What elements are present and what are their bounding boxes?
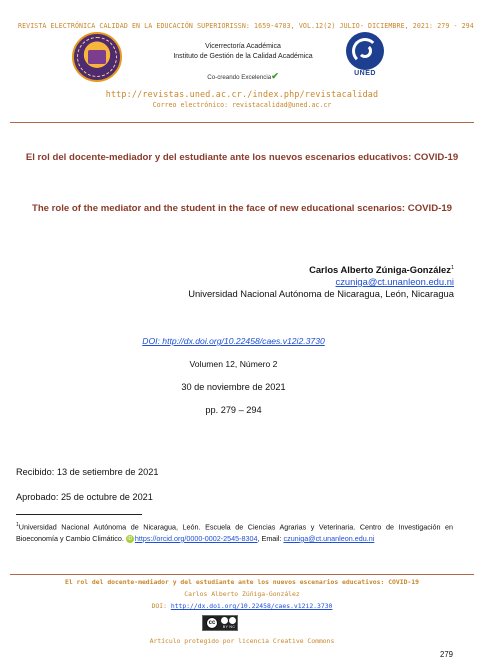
page-number: 279	[439, 650, 453, 659]
author-affiliation: Universidad Nacional Autónoma de Nicaragua, León, Nicaragua	[188, 288, 454, 299]
by-icon	[221, 617, 228, 624]
received-date: Recibido: 13 de setiembre de 2021	[16, 467, 159, 477]
footer-divider	[10, 574, 474, 575]
footnote	[16, 520, 453, 544]
journal-email[interactable]: Correo electrónico: revistacalidad@uned.ac.cr	[152, 101, 332, 109]
journal-url[interactable]: http://revistas.uned.ac.cr./index.php/revistacalidad	[105, 89, 379, 99]
doi-link[interactable]: DOI: http://dx.doi.org/10.22458/caes.v12i2.3730	[142, 336, 325, 346]
footnote-email-link[interactable]: czuniga@ct.unanleon.edu.ni	[283, 533, 375, 543]
publication-date: 30 de noviembre de 2021	[181, 382, 286, 392]
journal-header	[18, 22, 474, 30]
footnote-text: Universidad Nacional Autónoma de Nicaragua, León. Escuela de Ciencias Agrarias y Veterinaria. Centro de Investigación en Bioeconomía y Cambio Climático.	[16, 522, 453, 543]
email-label: , Email:	[257, 533, 282, 543]
orcid-icon: iD	[127, 535, 133, 542]
header-divider	[10, 122, 474, 123]
volume-issue: Volumen 12, Número 2	[189, 359, 278, 369]
uned-logo	[346, 32, 384, 70]
author-name: Carlos Alberto Zúniga-González$^1$	[309, 264, 454, 275]
footnote-marker: 1	[16, 522, 19, 528]
title-english: The role of the mediator and the student in the face of new educational scenarios: COVID-19	[31, 203, 453, 214]
issn-info: ISSN: 1659-4703, VOL.12(2) JULIO- DICIEMBRE, 2021: 279 - 294	[229, 22, 474, 30]
title-spanish: El rol del docente-mediador y del estudiante ante los nuevos escenarios educativos: COVID-19	[25, 152, 459, 163]
footer-title: El rol del docente-mediador y del estudiante ante los nuevos escenarios educativos: COVID-19	[65, 578, 419, 586]
orcid-link[interactable]: https://orcid.org/0000-0002-2545-8304	[134, 533, 258, 543]
page-range: pp. 279 – 294	[205, 405, 262, 415]
cocreando-tagline: Co-creando Excelencia✔	[207, 71, 279, 81]
institution-block	[158, 42, 328, 62]
calidad-logo	[72, 32, 122, 82]
uned-wordmark: UNED	[354, 70, 376, 77]
approved-date: Aprobado: 25 de octubre de 2021	[16, 492, 153, 502]
license-text: Artículo protegido por licencia Creative Commons	[149, 637, 335, 645]
author-footnote-marker: 1	[450, 264, 454, 271]
footer-author: Carlos Alberto Zúñiga-González	[184, 590, 300, 598]
cc-icon: cc	[206, 617, 218, 629]
footer-doi	[0, 602, 484, 610]
nc-icon	[229, 617, 236, 624]
checkmark-icon: ✔	[271, 71, 279, 81]
journal-name: REVISTA ELECTRÓNICA CALIDAD EN LA EDUCACIÓN SUPERIOR	[18, 22, 230, 30]
creative-commons-badge[interactable]: cc BY NC	[202, 615, 238, 631]
footnote-divider	[16, 514, 142, 515]
instituto-text: Instituto de Gestión de la Calidad Académica	[173, 53, 313, 60]
footer-doi-link[interactable]: http://dx.doi.org/10.22458/caes.v12i2.3730	[170, 602, 333, 610]
footer-doi-label: DOI:	[151, 602, 167, 610]
author-email-link[interactable]: czuniga@ct.unanleon.edu.ni	[335, 276, 454, 287]
vicerrectoria-text: Vicerrectoría Académica	[205, 43, 281, 50]
